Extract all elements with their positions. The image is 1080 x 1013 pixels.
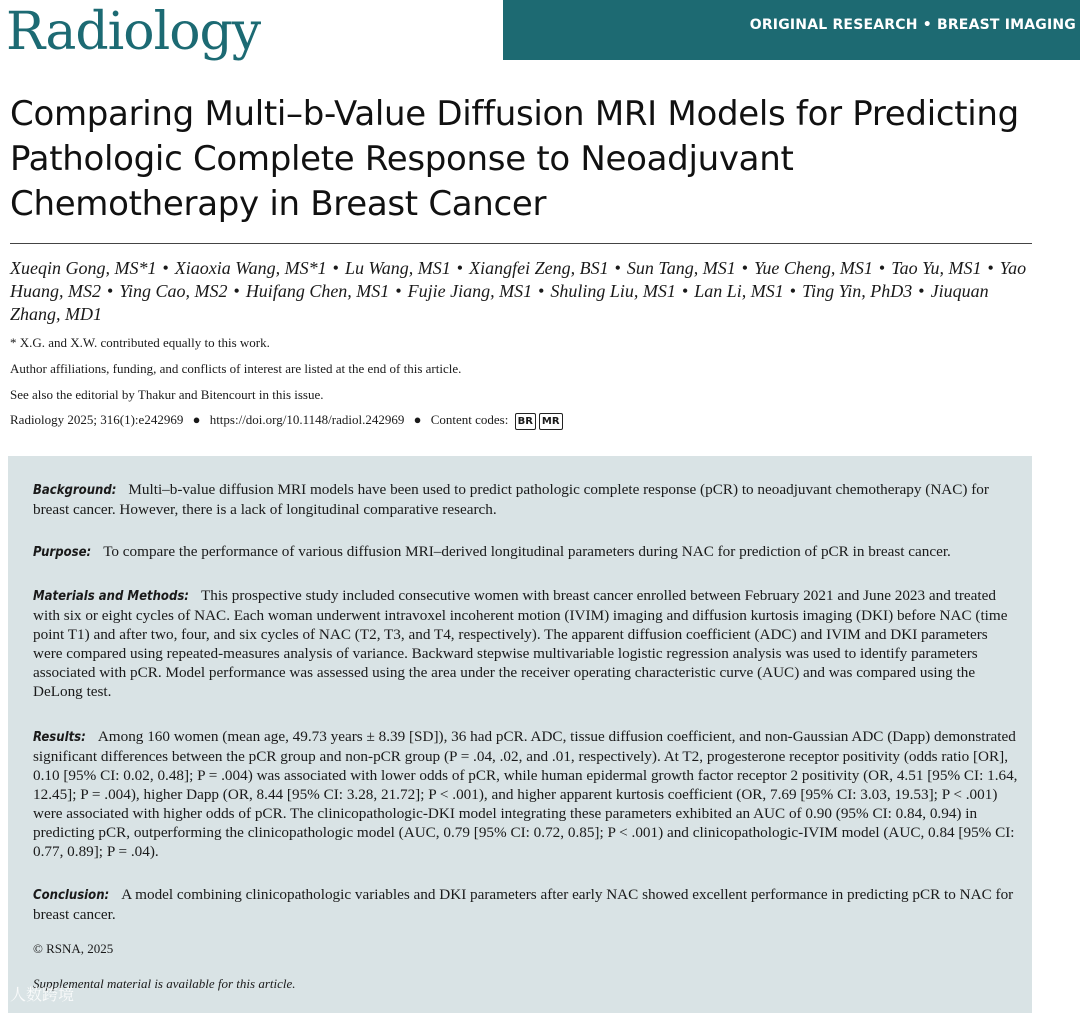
- author-name: Jiuquan Zhang, MD1: [10, 281, 989, 324]
- author-name: Fujie Jiang, MS1: [407, 281, 533, 301]
- author-name: Huifang Chen, MS1: [245, 281, 390, 301]
- doi-link[interactable]: https://doi.org/10.1148/radiol.242969: [209, 412, 405, 427]
- abstract-conclusion: [33, 885, 1018, 924]
- author-name: Yue Cheng, MS1: [754, 258, 873, 278]
- bullet-separator: ●: [413, 412, 422, 427]
- citation-line: [10, 412, 563, 430]
- bullet-separator: •: [538, 281, 545, 301]
- bullet-separator: •: [233, 281, 240, 301]
- author-name: Xiaoxia Wang, MS*1: [174, 258, 327, 278]
- author-list: [10, 257, 1030, 326]
- author-name: Xiangfei Zeng, BS1: [469, 258, 609, 278]
- author-name: Tao Yu, MS1: [891, 258, 982, 278]
- bullet-separator: •: [332, 258, 339, 278]
- watermark: 人数跨境: [10, 985, 75, 1004]
- bullet-separator: •: [456, 258, 464, 278]
- section-text: Among 160 women (mean age, 49.73 years ± 8.39 [SD]), 36 had pCR. ADC, tissue diffusion coefficient, and non-Gaussian ADC (Dapp) demonstrated significant differences between the pCR group and non-pCR group (P = .04, .02, and .01, respectively). At T2, progesterone receptor positivity (odds ratio [OR], 0.10 [95% CI: 0.02, 0.48]; P = .004) was associated with lower odds of pCR, while human epidermal growth factor receptor 2 positivity (OR, 4.51 [95% CI: 1.64, 12.45]; P = .004), higher Dapp (OR, 8.44 [95% CI: 3.28, 21.72]; P < .001), and higher apparent kurtosis coefficient (OR, 7.69 [95% CI: 3.03, 19.53]; P < .001) were associated with higher odds of pCR. The clinicopathologic-DKI model integrating these parameters exhibited an AUC of 0.90 (95% CI: 0.84, 0.94) in predicting pCR, outperforming the clinicopathologic model (AUC, 0.79 [95% CI: 0.72, 0.85]; P < .001) and clinicopathologic-IVIM model (AUC, 0.84 [95% CI: 0.77, 0.89]; P = .04).: [33, 728, 1018, 860]
- bullet-separator: •: [614, 258, 621, 278]
- copyright: © RSNA, 2025: [33, 941, 114, 956]
- journal-logo: Radiology: [6, 2, 261, 62]
- section-text: To compare the performance of various diffusion MRI–derived longitudinal parameters during NAC for prediction of pCR in breast cancer.: [103, 543, 951, 560]
- author-name: Shuling Liu, MS1: [550, 281, 676, 301]
- content-code-badge: MR: [539, 413, 563, 430]
- affiliations-note: Author affiliations, funding, and conflicts of interest are listed at the end of this article.: [10, 361, 462, 376]
- bullet-separator: •: [162, 258, 169, 278]
- article-title: Comparing Multi–b-Value Diffusion MRI Models for Predicting Pathologic Complete Response to Neoadjuvant Chemotherapy in Breast Cancer: [10, 94, 1019, 224]
- section-text: This prospective study included consecutive women with breast cancer enrolled between February 2021 and June 2023 and treated with six or eight cycles of NAC. Each woman underwent intravoxel incoherent motion (IVIM) imaging and diffusion kurtosis imaging (DKI) before NAC (time point T1) and after two, four, and six cycles of NAC (T2, T3, and T4, respectively). The apparent diffusion coefficient (ADC) and IVIM and DKI parameters were compared using repeated-measures analysis of variance. Backward stepwise multivariable logistic regression analysis was used to identify parameters associated with pCR. Model performance was assessed using the area under the receiver operating characteristic curve (AUC) and was compared using the DeLong test.: [33, 587, 1008, 700]
- title-divider: [10, 243, 1032, 244]
- bullet-separator: •: [918, 281, 925, 301]
- section-text: Multi–b-value diffusion MRI models have been used to predict pathologic complete response (pCR) to neoadjuvant chemotherapy (NAC) for breast cancer. However, there is a lack of longitudinal comparative research.: [33, 481, 989, 518]
- abstract-background: [33, 480, 1018, 519]
- author-name: Xueqin Gong, MS*1: [10, 258, 157, 278]
- author-name: Ying Cao, MS2: [119, 281, 228, 301]
- bullet-separator: ●: [192, 412, 201, 427]
- section-label: Background:: [33, 483, 117, 498]
- bullet-separator: •: [395, 281, 402, 301]
- citation: Radiology 2025; 316(1):e242969: [10, 412, 184, 427]
- editorial-note: See also the editorial by Thakur and Bitencourt in this issue.: [10, 387, 324, 402]
- section-banner: ORIGINAL RESEARCH • BREAST IMAGING: [503, 0, 1080, 60]
- section-text: A model combining clinicopathologic variables and DKI parameters after early NAC showed excellent performance in predicting pCR to NAC for breast cancer.: [33, 886, 1014, 923]
- content-codes-label: Content codes:: [430, 412, 509, 427]
- author-name: Lan Li, MS1: [694, 281, 784, 301]
- bullet-separator: •: [107, 281, 114, 301]
- section-label: Conclusion:: [33, 888, 110, 903]
- author-name: Sun Tang, MS1: [626, 258, 736, 278]
- abstract-panel: [8, 456, 1032, 1013]
- abstract-results: [33, 727, 1018, 861]
- equal-contribution-note: * X.G. and X.W. contributed equally to this work.: [10, 335, 270, 350]
- bullet-separator: •: [878, 258, 886, 278]
- author-name: Ting Yin, PhD3: [802, 281, 913, 301]
- author-name: Yao Huang, MS2: [10, 258, 1027, 301]
- abstract-methods: [33, 586, 1018, 701]
- section-label: Materials and Methods:: [33, 589, 189, 604]
- author-name: Lu Wang, MS1: [344, 258, 451, 278]
- abstract-purpose: [33, 542, 1018, 562]
- bullet-separator: •: [681, 281, 689, 301]
- bullet-separator: •: [789, 281, 797, 301]
- bullet-separator: •: [741, 258, 749, 278]
- supplemental-note: Supplemental material is available for this article.: [33, 976, 296, 991]
- bullet-separator: •: [987, 258, 994, 278]
- section-label: Purpose:: [33, 545, 92, 560]
- content-code-badge: BR: [515, 413, 536, 430]
- section-label: Results:: [33, 730, 86, 745]
